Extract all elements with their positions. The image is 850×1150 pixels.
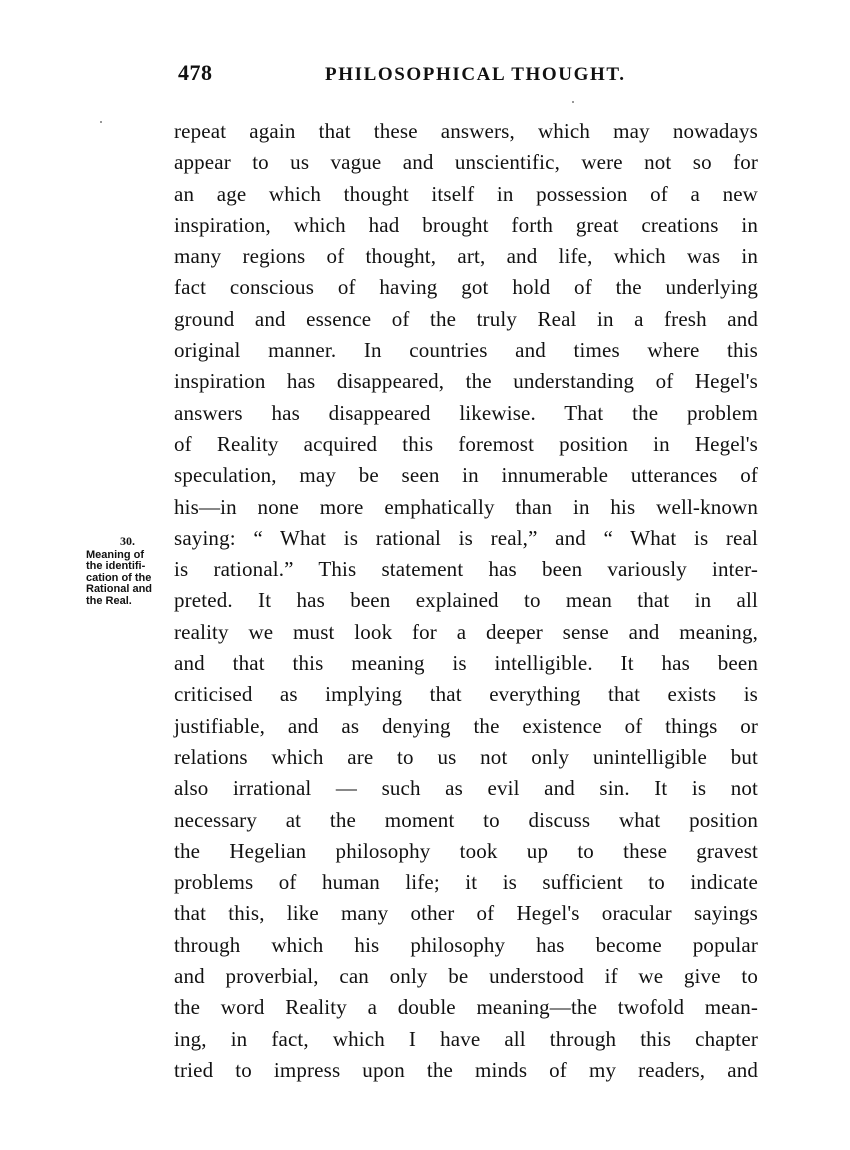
margin-note-line: the identifi-	[86, 560, 146, 572]
text-line: problems of human life; it is sufficient to indicate	[174, 870, 758, 895]
text-line: preted. It has been explained to mean that in all	[174, 588, 758, 613]
text-line: justifiable, and as denying the existence of things or	[174, 713, 758, 738]
print-speck	[572, 101, 574, 103]
text-line: repeat again that these answers, which may nowadays	[174, 119, 758, 143]
running-title: PHILOSOPHICAL THOUGHT.	[325, 64, 626, 85]
text-line: fact conscious of having got hold of the underlying	[174, 275, 758, 300]
text-line: necessary at the moment to discuss what position	[174, 807, 758, 832]
margin-note-line: Meaning of	[86, 548, 145, 561]
text-line: the word Reality a double meaning—the twofold mean-	[174, 995, 758, 1020]
text-line: the Hegelian philosophy took up to these gravest	[174, 838, 758, 863]
text-line: an age which thought itself in possession of a new	[174, 181, 758, 206]
text-line: that this, like many other of Hegel's oracular sayings	[174, 901, 758, 926]
section-number: 30.	[120, 534, 135, 548]
margin-note-line: cation of the	[86, 571, 152, 584]
text-line: saying: “ What is rational is real,” and “ What is real	[174, 525, 758, 550]
margin-note-line: the Real.	[86, 594, 132, 607]
running-head	[170, 60, 770, 90]
margin-note-line: Rational and	[86, 583, 153, 595]
text-line: many regions of thought, art, and life, which was in	[174, 244, 758, 269]
text-line: his—in none more emphatically than in his well-known	[174, 494, 758, 519]
text-line: appear to us vague and unscientific, were not so for	[174, 150, 758, 175]
text-line: speculation, may be seen in innumerable utterances of	[174, 463, 758, 488]
text-line: inspiration, which had brought forth great creations in	[174, 212, 758, 237]
text-line: original manner. In countries and times where this	[174, 338, 758, 363]
text-line: inspiration has disappeared, the understanding of Hegel's	[174, 369, 758, 394]
text-line: criticised as implying that everything that exists is	[174, 682, 758, 707]
print-speck	[100, 121, 102, 123]
text-line: also irrational — such as evil and sin. It is not	[174, 776, 758, 801]
page-number: 478	[178, 60, 213, 85]
text-line: and that this meaning is intelligible. It has been	[174, 651, 758, 676]
text-line: of Reality acquired this foremost position in Hegel's	[174, 431, 758, 456]
text-line: tried to impress upon the minds of my readers, and	[174, 1057, 758, 1082]
margin-note	[86, 536, 172, 607]
text-line: ing, in fact, which I have all through this chapter	[174, 1026, 758, 1051]
text-line: answers has disappeared likewise. That the problem	[174, 400, 758, 425]
text-line: relations which are to us not only unintelligible but	[174, 744, 758, 769]
text-line: ground and essence of the truly Real in a fresh and	[174, 306, 758, 331]
body-text	[174, 116, 758, 1086]
text-line: reality we must look for a deeper sense and meaning,	[174, 619, 758, 644]
text-line: is rational.” This statement has been variously inter-	[174, 557, 758, 582]
text-line: and proverbial, can only be understood if we give to	[174, 964, 758, 989]
text-line: through which his philosophy has become popular	[174, 932, 758, 957]
